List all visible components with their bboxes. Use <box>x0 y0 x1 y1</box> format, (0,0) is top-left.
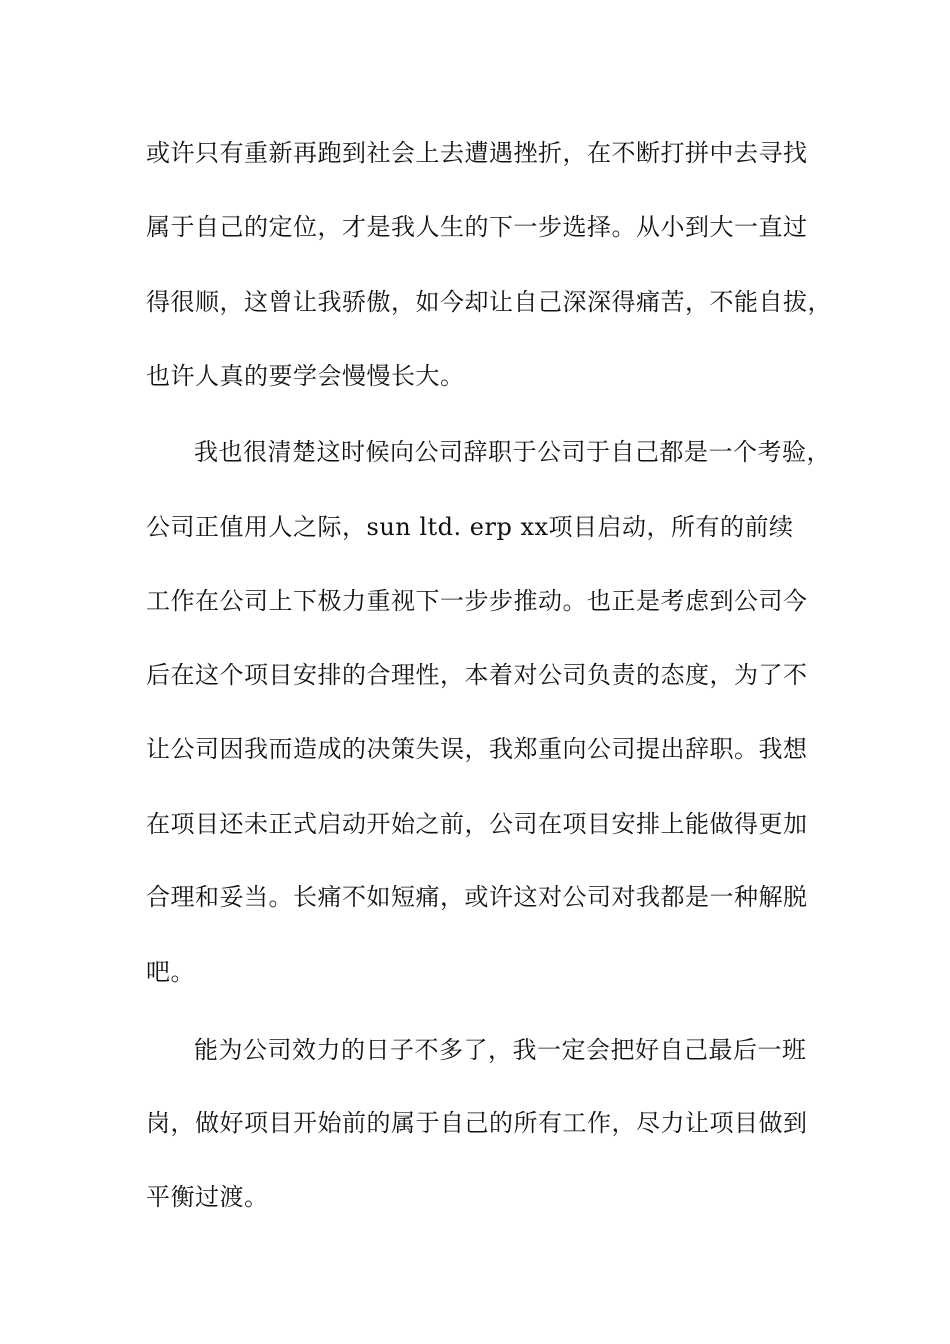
paragraph-1-line-2: 属于自己的定位，才是我人生的下一步选择。从小到大一直过 <box>146 213 808 241</box>
paragraph-2-line-1: 我也很清楚这时候向公司辞职于公司于自己都是一个考验， <box>194 438 831 466</box>
paragraph-1-line-3: 得很顺，这曾让我骄傲，如今却让自己深深得痛苦，不能自拔， <box>146 288 832 316</box>
paragraph-2-line-6: 在项目还未正式启动开始之前，公司在项目安排上能做得更加 <box>146 810 808 838</box>
paragraph-2-line-8: 吧。 <box>146 958 195 986</box>
paragraph-1-line-1: 或许只有重新再跑到社会上去遭遇挫折，在不断打拼中去寻找 <box>146 139 808 167</box>
paragraph-1-line-4: 也许人真的要学会慢慢长大。 <box>146 362 465 390</box>
paragraph-2-line-3: 工作在公司上下极力重视下一步步推动。也正是考虑到公司今 <box>146 587 808 615</box>
paragraph-2-line-2: 公司正值用人之际，sun ltd. erp xx项目启动，所有的前续 <box>146 513 794 541</box>
paragraph-3-line-2: 岗，做好项目开始前的属于自己的所有工作，尽力让项目做到 <box>146 1109 808 1137</box>
paragraph-2-line-7: 合理和妥当。长痛不如短痛，或许这对公司对我都是一种解脱 <box>146 883 808 911</box>
paragraph-2-line-5: 让公司因我而造成的决策失误，我郑重向公司提出辞职。我想 <box>146 735 808 763</box>
paragraph-3-line-1: 能为公司效力的日子不多了，我一定会把好自己最后一班 <box>194 1036 807 1064</box>
paragraph-2-line-4: 后在这个项目安排的合理性，本着对公司负责的态度，为了不 <box>146 661 808 689</box>
paragraph-3-line-3: 平衡过渡。 <box>146 1183 269 1211</box>
